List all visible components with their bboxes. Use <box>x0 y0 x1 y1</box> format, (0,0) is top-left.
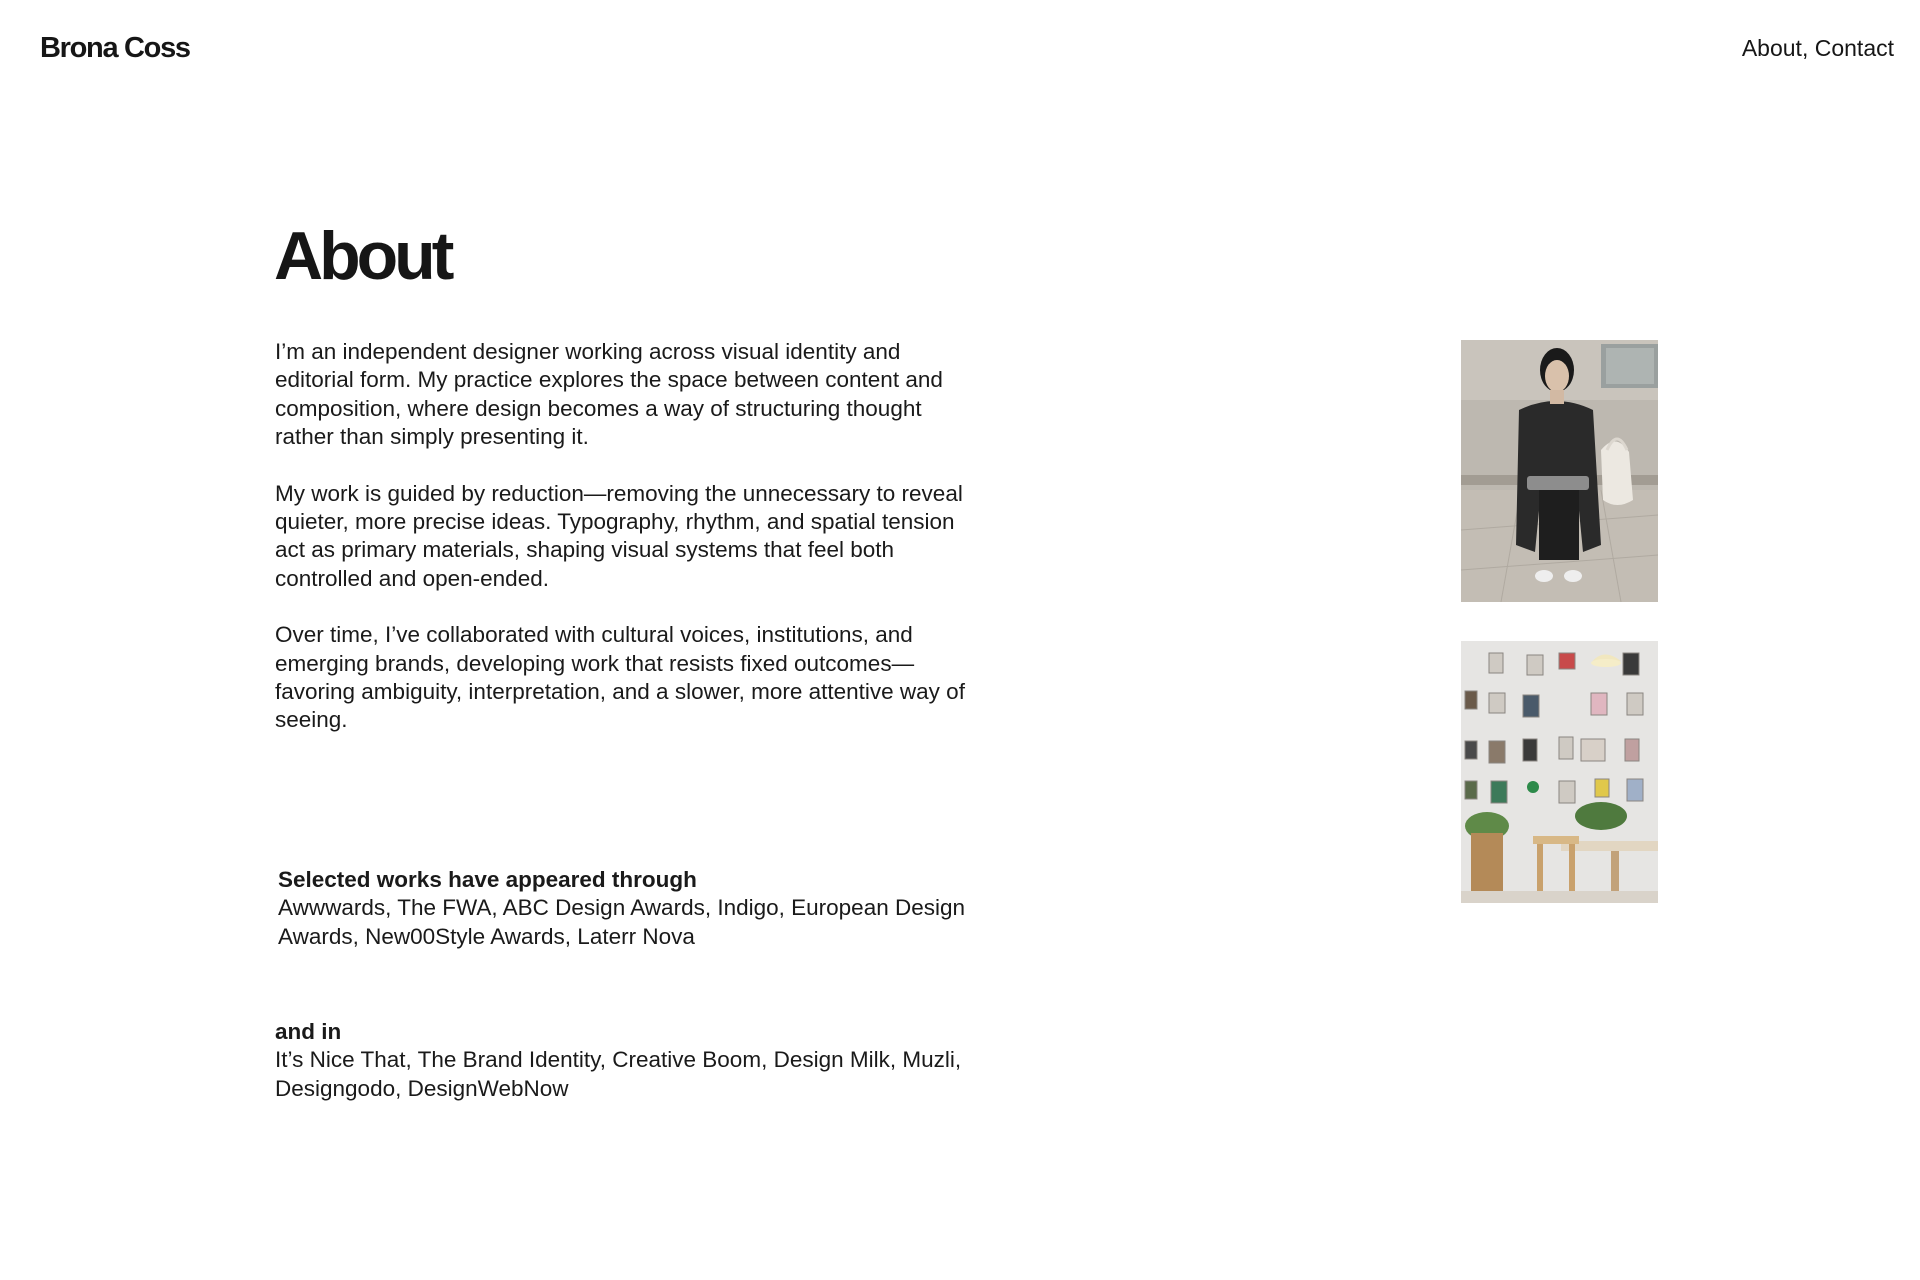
nav-link-contact[interactable]: Contact <box>1814 35 1894 61</box>
intro-paragraph: My work is guided by reduction—removing the unnecessary to reveal quieter, more precise ideas. Typography, rhythm, and spatial tension act as primary materials, shaping visual systems that feel both controlled and open-ended. <box>275 480 963 591</box>
studio-wall-photo <box>1461 641 1658 903</box>
credits-heading: and in <box>275 1019 342 1044</box>
credits-press <box>275 1018 965 1103</box>
intro-paragraph: I’m an independent designer working across visual identity and editorial form. My practice explores the space between content and composition, where design becomes a way of structuring thought rather than simply presenting it. <box>275 339 943 450</box>
nav-link-about[interactable]: About, <box>1741 35 1809 61</box>
portrait-photo <box>1461 340 1658 602</box>
intro-paragraph: Over time, I’ve collaborated with cultural voices, institutions, and emerging brands, developing work that resists fixed outcomes—favoring ambiguity, interpretation, and a slower, more attentive way of seeing. <box>275 622 965 733</box>
brand-logo[interactable]: Brona Coss <box>40 32 190 64</box>
top-nav <box>1742 35 1894 62</box>
credits-awards <box>278 866 968 951</box>
credits-heading: Selected works have appeared through <box>278 867 697 892</box>
page-title: About <box>274 218 451 294</box>
credits-list: It’s Nice That, The Brand Identity, Creative Boom, Design Milk, Muzli, Designgodo, DesignWebNow <box>275 1047 962 1101</box>
credits-list: Awwwards, The FWA, ABC Design Awards, Indigo, European Design Awards, New00Style Awards, Laterr Nova <box>278 895 966 949</box>
intro-text <box>275 338 965 763</box>
